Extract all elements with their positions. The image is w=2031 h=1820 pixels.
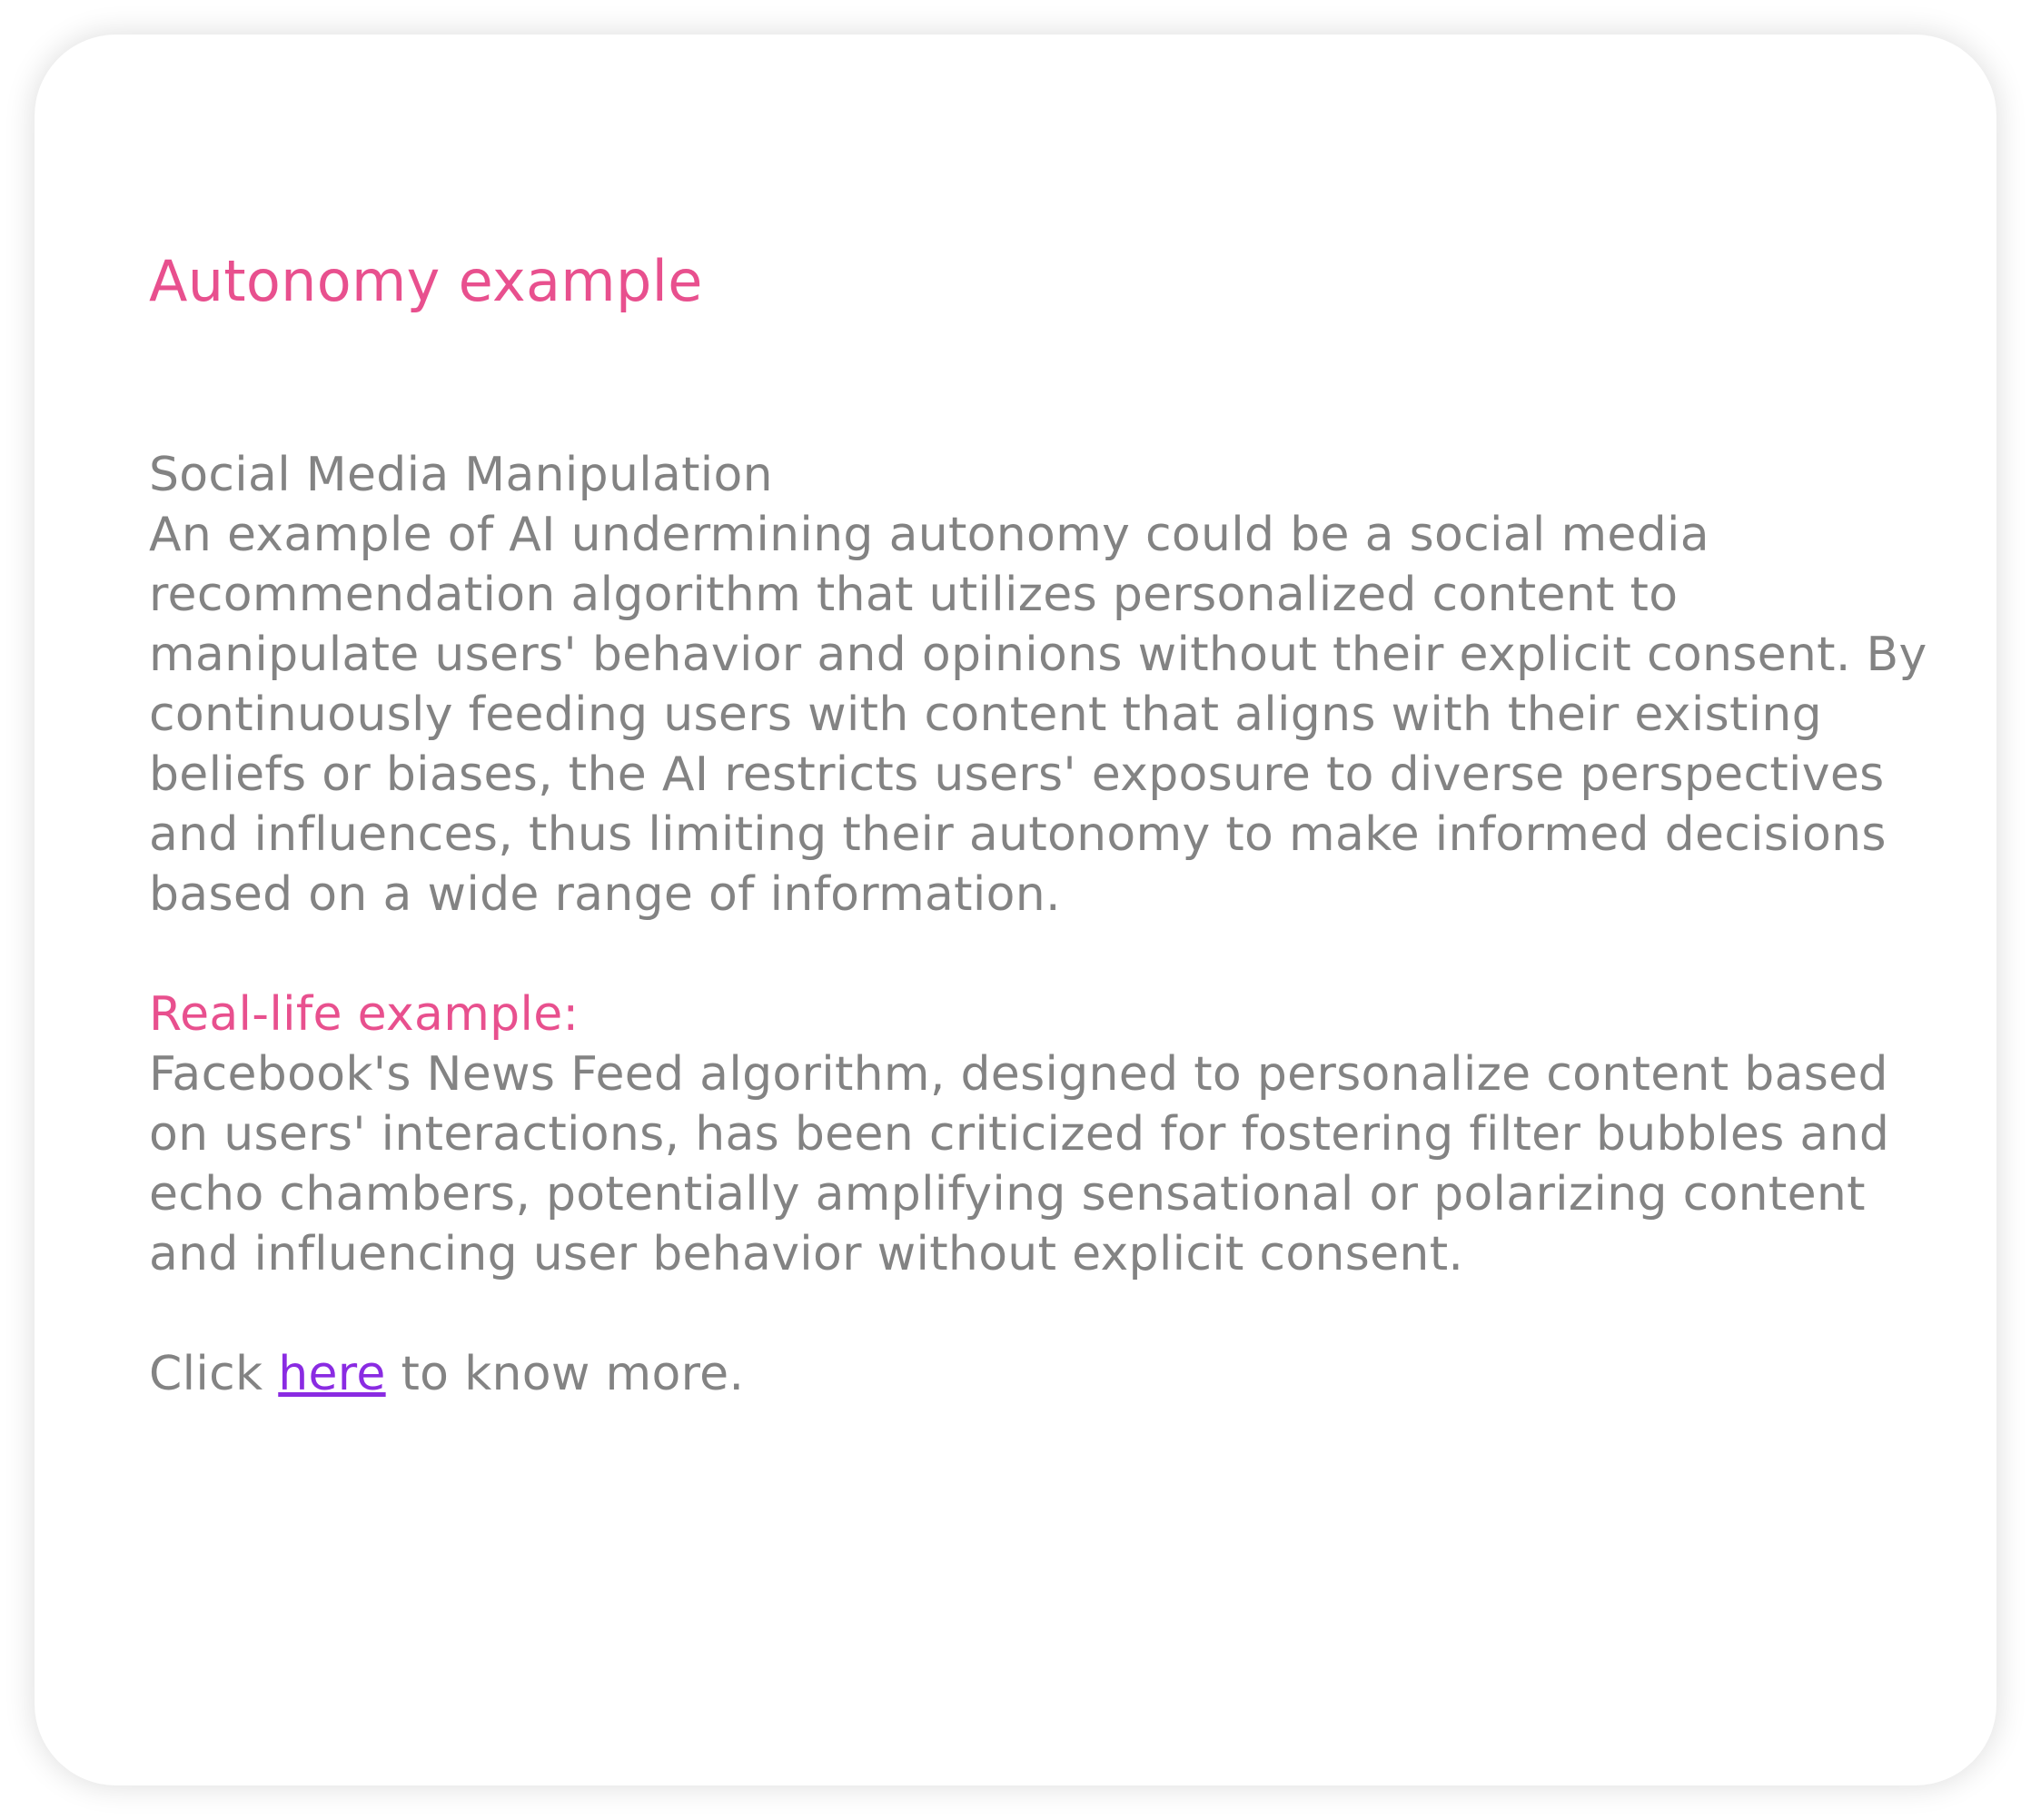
card-title: Autonomy example bbox=[149, 248, 703, 314]
spacer bbox=[149, 1284, 1929, 1344]
card-subheading: Social Media Manipulation bbox=[149, 448, 773, 502]
real-life-label: Real-life example: bbox=[149, 987, 580, 1042]
card-description: An example of AI undermining autonomy could be a social media recommendation algorithm that utilizes personalized content to manipulate users' behavior and opinions without their explicit consent. By continuously feeding users with content that aligns with their existing beliefs or biases, the AI restricts users' exposure to diverse perspectives and influences, thus limiting their autonomy to make informed decisions based on a wide range of information. bbox=[149, 508, 1927, 922]
spacer bbox=[149, 925, 1929, 984]
cta-line bbox=[149, 1344, 1929, 1404]
info-card bbox=[35, 35, 1996, 1785]
card-content bbox=[149, 245, 1929, 1404]
know-more-link[interactable]: here bbox=[278, 1347, 386, 1401]
cta-suffix: to know more. bbox=[385, 1347, 745, 1401]
cta-prefix: Click bbox=[149, 1347, 279, 1401]
real-life-text: Facebook's News Feed algorithm, designed to personalize content based on users' interactions, has been criticized for fostering filter bubbles and echo chambers, potentially amplifying sensational or polarizing content and influencing user behavior without explicit consent. bbox=[149, 1047, 1890, 1281]
